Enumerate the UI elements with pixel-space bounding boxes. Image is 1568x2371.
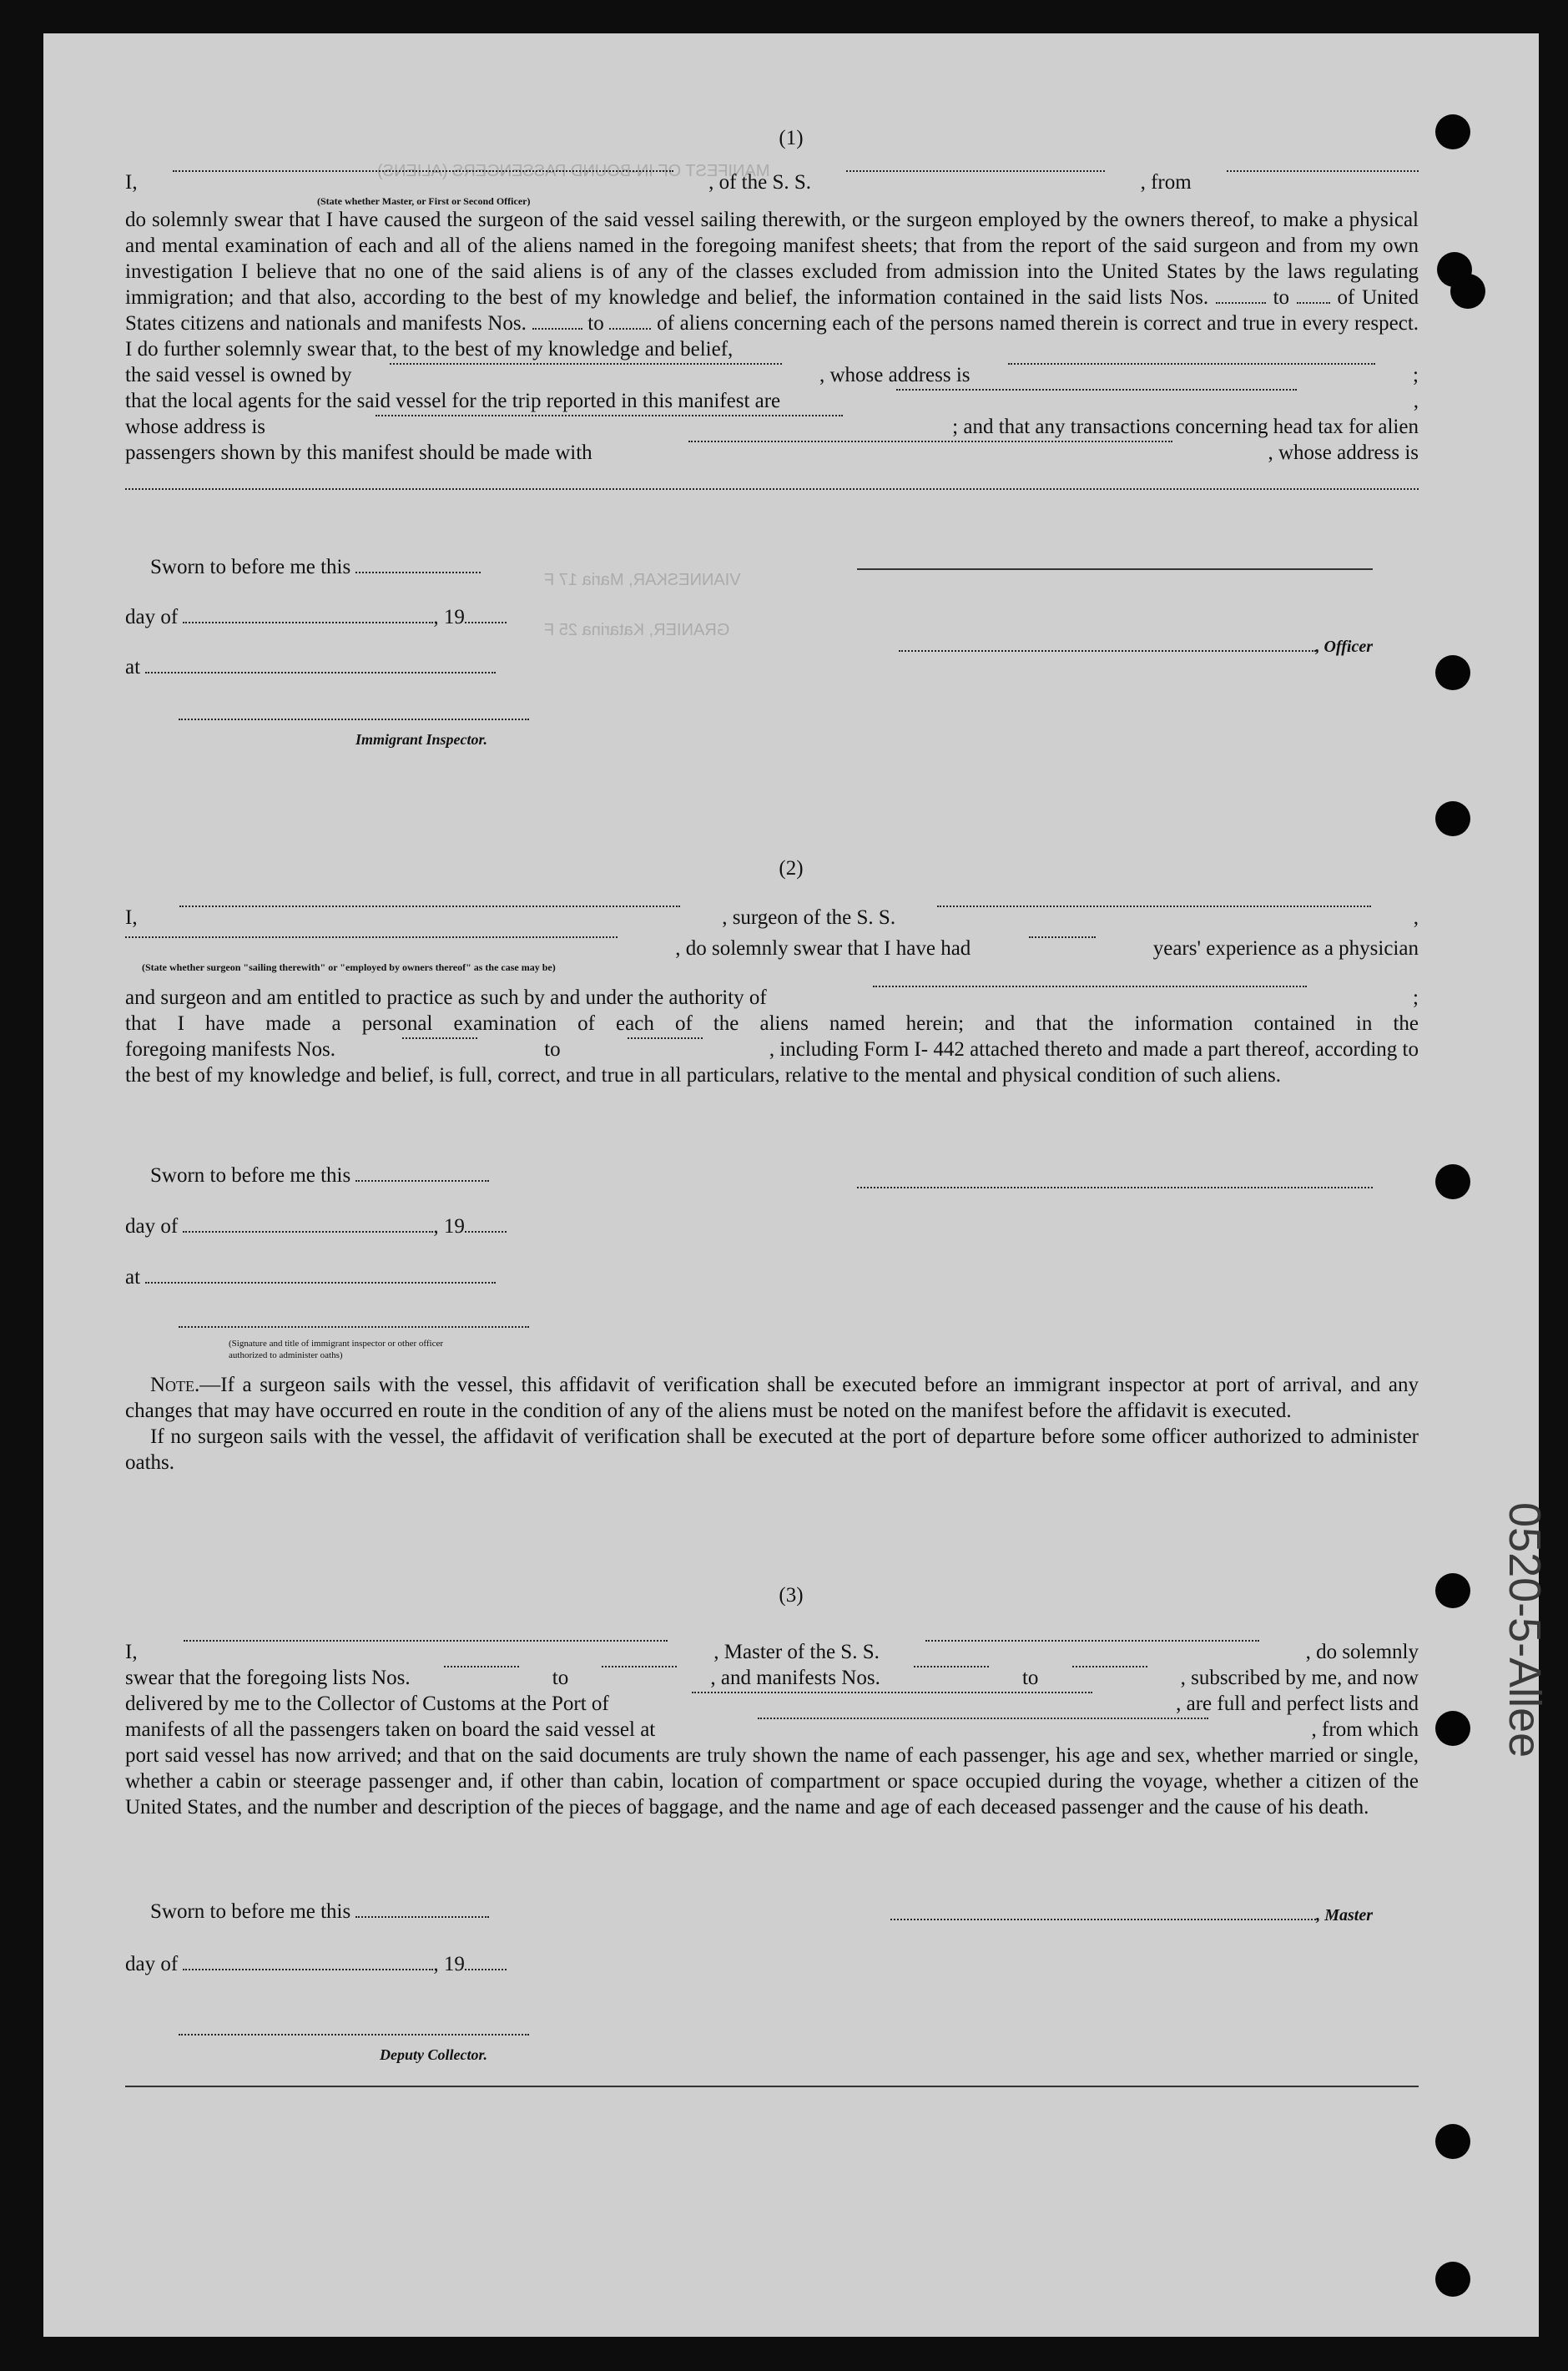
officer-rank-note: (State whether Master, or First or Second Officer) [317, 195, 531, 207]
sworn-label: Sworn to before me this [150, 1900, 351, 1923]
from-label: , from [1140, 171, 1192, 194]
sworn-label: Sworn to before me this [150, 556, 351, 578]
day-field[interactable] [183, 1230, 433, 1233]
swear-label: , do solemnly swear that I have had [675, 937, 971, 960]
at-label: at [125, 1266, 141, 1289]
oath-text: do solemnly swear that I have caused the surgeon of the said vessel sailing therewith, or the surgeon employed by the owners thereof, to make a physical and mental examination of each and all of the aliens named in the foregoing manifest sheets; that from the report of the said surgeon and from my own investigation I believe that no one of the said aliens is of any of the classes excluded from admission into the United States by the laws regulating immigration; and that also, according to the best of my knowledge and belief, the information contained in the said lists Nos. [125, 209, 1419, 309]
punch-hole [1435, 1711, 1470, 1746]
day-of-label: day of [125, 1953, 179, 1975]
note-paragraph-1 [125, 1372, 1419, 1424]
pronoun-i: I, [125, 1641, 138, 1663]
oath-text-2b: of aliens concerning each of the persons named therein is correct and true in every respect. I do further solemnly swear that, to the best of my knowledge and belief, [125, 312, 1419, 361]
section-1-at [125, 654, 496, 680]
year-field[interactable] [465, 1230, 507, 1233]
surgeon-name-field[interactable] [179, 905, 680, 907]
surgeon-vessel-field[interactable] [937, 905, 1371, 907]
lists-label: swear that the foregoing lists Nos. [125, 1667, 411, 1689]
punch-hole [1435, 801, 1470, 836]
punch-hole [1435, 1164, 1470, 1199]
owner-address-label: , whose address is [819, 364, 971, 386]
surgeon-signature-field[interactable] [857, 1186, 1373, 1188]
master-signature-label: , Master [1316, 1906, 1373, 1925]
vessel-name-field[interactable] [846, 169, 1105, 172]
year-field[interactable] [465, 1968, 507, 1970]
agents-address-line [125, 414, 1419, 440]
signature-note: (Signature and title of immigrant inspector or other officer authorized to administer oaths) [229, 1339, 443, 1360]
at-place-field[interactable] [145, 671, 496, 673]
officer-line [857, 633, 1373, 660]
punch-hole [1435, 655, 1470, 690]
master-lists-from-field[interactable] [444, 1665, 519, 1667]
sworn-date-field[interactable] [355, 1179, 489, 1182]
bleed-through-text: MANIFEST OF IN-BOUND PASSENGERS (ALIENS) [377, 162, 770, 180]
footer-rule [125, 2085, 1419, 2087]
to-label: to [544, 1038, 561, 1061]
inspector-signature-field[interactable] [179, 718, 529, 720]
oath-text-2a: of United States citizens and nationals and manifests Nos. [125, 286, 1419, 335]
head-tax-address-field[interactable] [125, 487, 1419, 490]
pronoun-i: I, [125, 171, 138, 194]
form-label: , including Form I- 442 attached thereto and made a part thereof, according to [769, 1038, 1419, 1061]
head-tax-text: ; and that any transactions concerning head tax for alien [952, 416, 1419, 438]
section-1-number: (1) [779, 127, 804, 149]
agents-label: that the local agents for the said vessel for the trip reported in this manifest are [125, 390, 781, 412]
customs-port-field[interactable] [692, 1691, 1092, 1693]
master-name-field[interactable] [184, 1639, 668, 1642]
whose-address-label: whose address is [125, 416, 266, 438]
day-field[interactable] [183, 1968, 433, 1970]
section-3-day [125, 1951, 507, 1977]
surgeon-type-field[interactable] [125, 936, 618, 938]
sworn-label: Sworn to before me this [150, 1164, 351, 1187]
punch-hole [1435, 2124, 1470, 2159]
section-2-sworn [150, 1163, 489, 1188]
day-field[interactable] [183, 621, 433, 623]
manifest-page [43, 33, 1550, 2337]
section-3-line-2 [125, 1665, 1419, 1691]
years-field[interactable] [1029, 936, 1096, 938]
owner-line: the said vessel is owned by , whose address is ; [125, 364, 1419, 386]
inspector-signature-field[interactable] [179, 1325, 529, 1328]
day-of-label: day of [125, 606, 179, 628]
master-vessel-field[interactable] [925, 1639, 1259, 1642]
section-3-line-4 [125, 1717, 1419, 1743]
officer-name-field[interactable] [173, 169, 673, 172]
section-3-number: (3) [779, 1584, 804, 1607]
section-3-line-3 [125, 1691, 1419, 1717]
deputy-label: Deputy Collector. [380, 2046, 487, 2063]
deputy-block [179, 2016, 529, 2068]
master-lists-to-field[interactable] [602, 1665, 677, 1667]
section-3-text: port said vessel has now arrived; and that on the said documents are truly shown the name of each passenger, his age and sex, whether married or single, whether a cabin or steerage passenger and, if other than cabin, location of compartment or space occupied during the voyage, whether a citizen of the United States, and the number and description of the pieces of baggage, and the name and age of each deceased passenger and the cause of his death. [125, 1744, 1419, 1819]
section-2 [125, 905, 1419, 1088]
section-1 [125, 169, 1419, 497]
punch-hole [1450, 274, 1485, 309]
year-label: , 19 [433, 606, 465, 628]
to-label: to [552, 1667, 569, 1689]
to-label: to [587, 312, 604, 335]
manifests-line [125, 1037, 1419, 1062]
subscribed-label: , subscribed by me, and now [1180, 1667, 1419, 1689]
year-label: , 19 [433, 1215, 465, 1238]
master-label: , Master of the S. S. [713, 1641, 880, 1663]
pronoun-i: I, [125, 906, 138, 929]
owned-by-label: the said vessel is owned by [125, 364, 352, 386]
at-place-field[interactable] [145, 1281, 496, 1284]
delivered-label: delivered by me to the Collector of Customs at the Port of [125, 1692, 609, 1715]
deputy-signature-field[interactable] [179, 2033, 529, 2036]
and-manifests-label: , and manifests Nos. [710, 1667, 880, 1689]
section-3-line-1 [125, 1639, 1419, 1665]
section-1-day [125, 604, 507, 630]
address-continuation-line [125, 471, 1419, 497]
authority-label: and surgeon and am entitled to practice as such by and under the authority of [125, 986, 767, 1009]
lists-from-field[interactable] [1216, 301, 1266, 304]
officer-signature-line[interactable] [857, 568, 1373, 570]
section-2-day [125, 1213, 507, 1239]
port-from-field[interactable] [1227, 169, 1419, 172]
passengers-label: passengers shown by this manifest should be made with [125, 441, 592, 464]
section-2-line-1: I, , surgeon of the S. S. , [125, 906, 1419, 929]
sworn-date-field[interactable] [355, 1915, 489, 1918]
at-label: at [125, 656, 141, 679]
surgeon-manifests-from-field[interactable] [402, 1037, 477, 1039]
section-2-line-2 [125, 936, 1419, 961]
officer-field[interactable] [899, 649, 1316, 652]
authority-line: and surgeon and am entitled to practice as such by and under the authority of ; [125, 986, 1419, 1009]
margin-handwriting: 0520-5-Allee [1500, 1502, 1550, 1758]
punch-hole [1435, 2262, 1470, 2297]
to-label: to [1273, 286, 1290, 309]
master-signature-field[interactable] [890, 1918, 1316, 1920]
year-label: , 19 [433, 1953, 465, 1975]
agents-line: that the local agents for the said vessel for the trip reported in this manifest are , [125, 390, 1419, 412]
agents-field[interactable] [896, 388, 1297, 391]
inspector-2-block [179, 1309, 529, 1361]
bleed-through-text: GRANIER, Katarina 25 F [544, 621, 730, 639]
owner-field[interactable] [390, 362, 782, 365]
of-ss-label: , of the S. S. [708, 171, 812, 194]
surgeon-label: , surgeon of the S. S. [722, 906, 896, 929]
section-3 [125, 1639, 1419, 1820]
day-of-label: day of [125, 1215, 179, 1238]
surgeon-manifests-to-field[interactable] [628, 1037, 703, 1039]
manifests-label: foregoing manifests Nos. [125, 1038, 336, 1061]
to-label: to [1021, 1667, 1039, 1689]
passengers-line [125, 440, 1419, 466]
bleed-through-text: VIANNESKAR, Maria 17 F [544, 571, 741, 589]
inspector-label: Immigrant Inspector. [355, 731, 487, 748]
section-2-number: (2) [779, 857, 804, 880]
master-manifests-from-field[interactable] [914, 1665, 989, 1667]
officer-label: , Officer [1315, 638, 1373, 656]
owner-address-field[interactable] [1008, 362, 1375, 365]
section-2-at [125, 1264, 496, 1290]
years-label: years' experience as a physician [1152, 937, 1419, 960]
section-3-sworn [150, 1899, 489, 1925]
master-line [857, 1901, 1373, 1929]
master-manifests-to-field[interactable] [1072, 1665, 1147, 1667]
solemnly-label: , do solemnly [1305, 1641, 1419, 1663]
surgeon-type-note: (State whether surgeon "sailing therewith" or "employed by owners thereof" as the case may be) [142, 961, 556, 973]
inspector-block [179, 701, 529, 753]
section-1-sworn [150, 554, 481, 580]
manifests-of-label: manifests of all the passengers taken on board the said vessel at [125, 1718, 656, 1741]
manifests-from-field[interactable] [532, 327, 582, 330]
examination-line: that I have made a personal examination of each of the aliens named herein; and that the information contained in the [125, 1012, 1419, 1035]
section-2-note [125, 1372, 1419, 1476]
section-1-line-1 [125, 169, 1419, 195]
boarding-port-field[interactable] [758, 1717, 1208, 1719]
full-lists-label: , are full and perfect lists and [1176, 1692, 1419, 1715]
year-field[interactable] [465, 621, 507, 623]
head-tax-agent-field[interactable] [688, 440, 1172, 442]
whose-address-is-label: , whose address is [1268, 441, 1419, 464]
agents-address-field[interactable] [376, 414, 843, 416]
from-which-label: , from which [1311, 1718, 1419, 1741]
section-1-oath [125, 207, 1419, 362]
note-text: —If a surgeon sails with the vessel, this affidavit of verification shall be executed before an immigrant inspector at port of arrival, and any changes that may have occurred en route in the condition of any of the aliens must be noted on the manifest before the affidavit is executed. [125, 1374, 1419, 1422]
manifests-to-field[interactable] [609, 327, 651, 330]
note-label: Note. [150, 1374, 200, 1396]
knowledge-text: the best of my knowledge and belief, is full, correct, and true in all particulars, relative to the mental and physical condition of such aliens. [125, 1064, 1281, 1087]
note-paragraph-2: If no surgeon sails with the vessel, the affidavit of verification shall be executed at the port of departure before some officer authorized to administer oaths. [125, 1425, 1419, 1474]
sworn-date-field[interactable] [355, 571, 481, 573]
lists-to-field[interactable] [1297, 301, 1330, 304]
authority-field[interactable] [873, 985, 1307, 987]
